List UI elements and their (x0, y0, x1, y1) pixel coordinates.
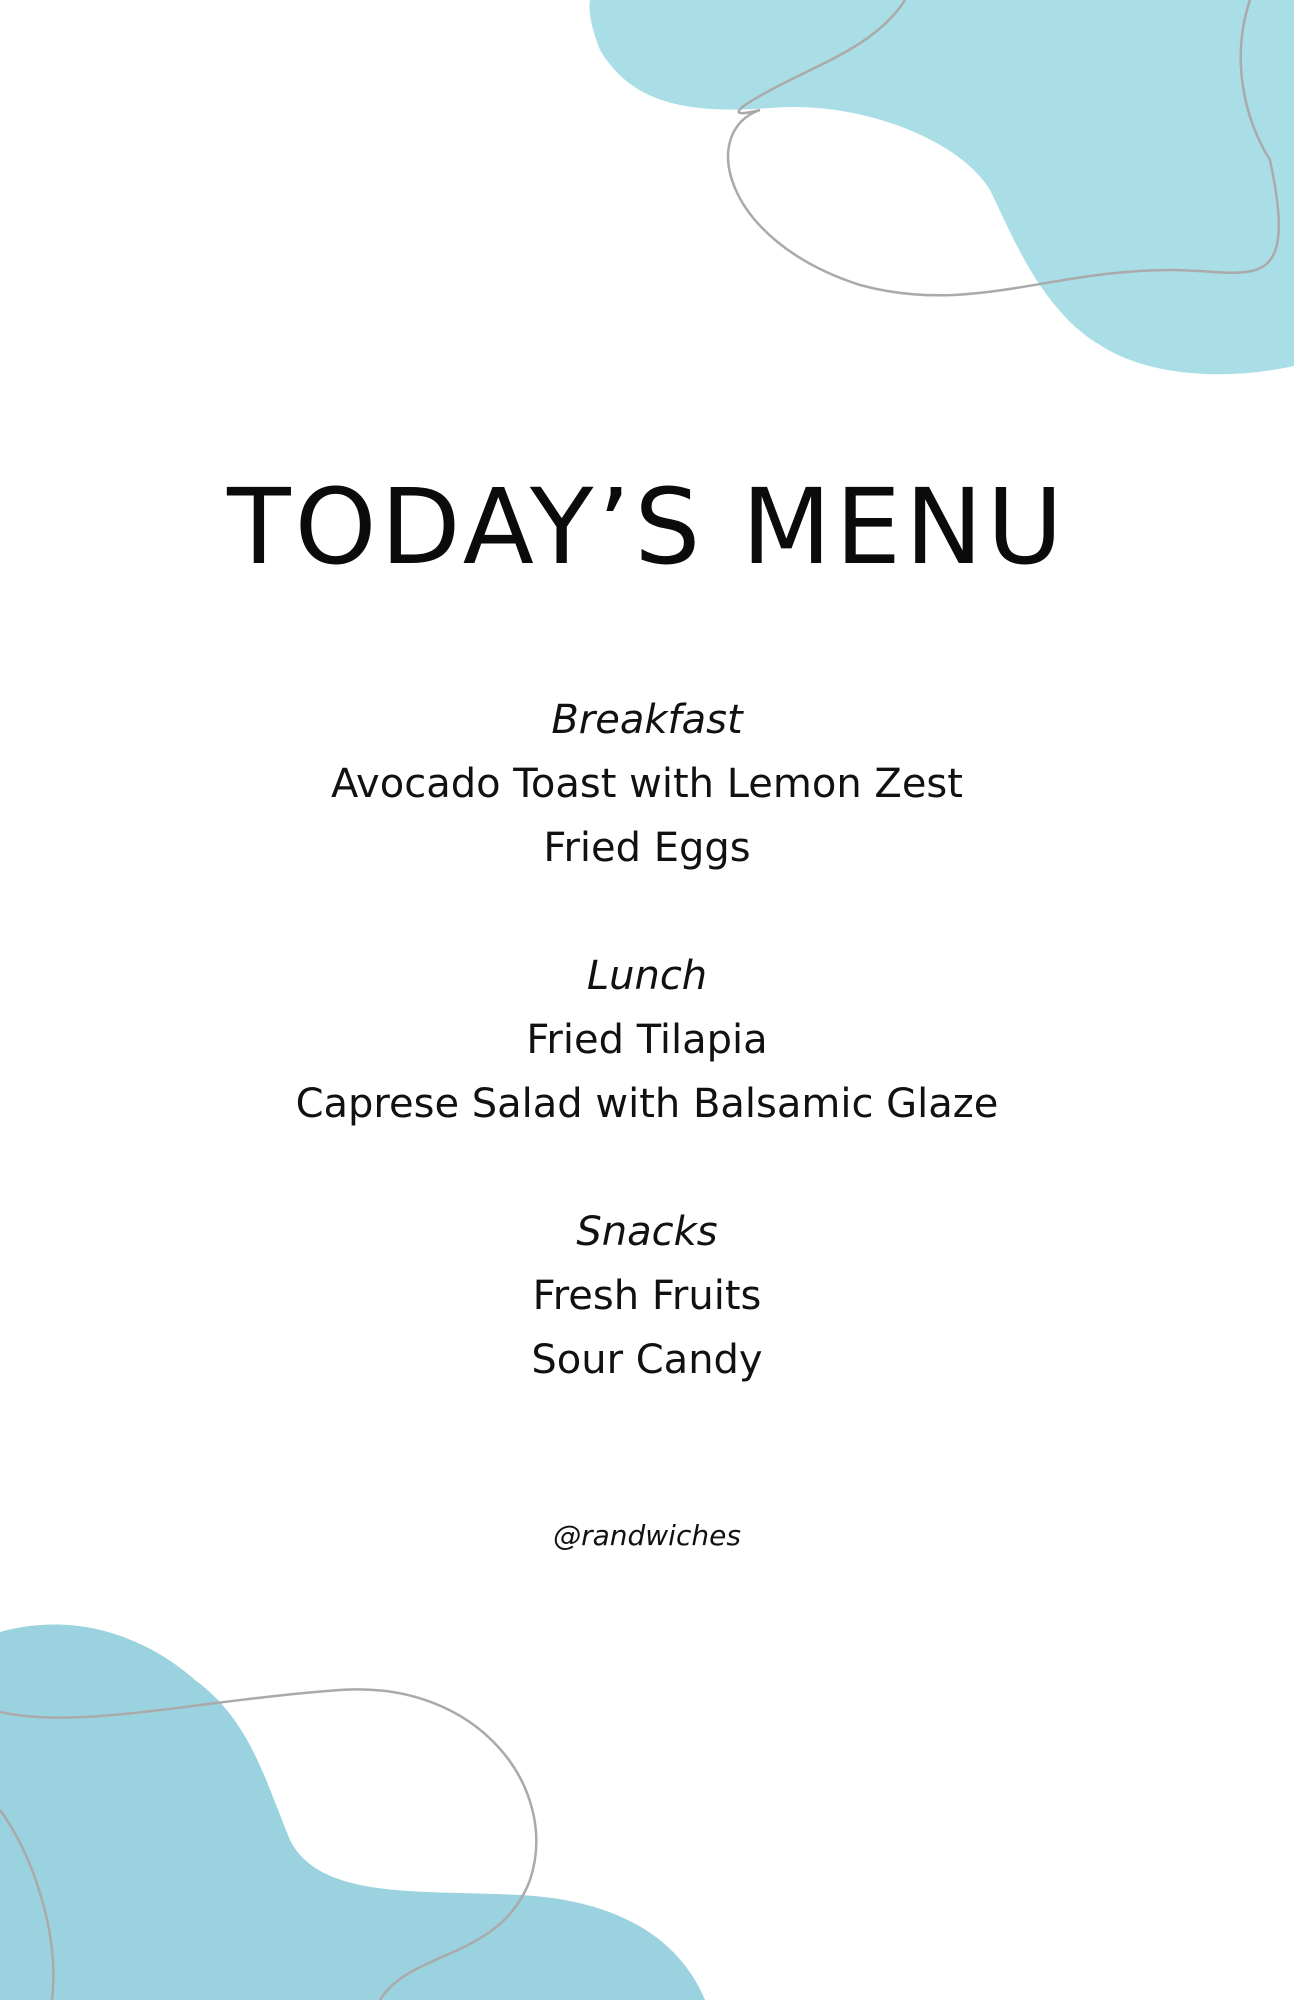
page-title: TODAY’S MENU (227, 466, 1067, 588)
section-heading: Lunch (586, 953, 708, 999)
menu-section-snacks (0, 1200, 1294, 1392)
menu-section-breakfast (0, 688, 1294, 880)
menu-item: Fresh Fruits (532, 1273, 762, 1319)
menu-item: Avocado Toast with Lemon Zest (331, 761, 963, 807)
menu-item: Fried Eggs (543, 825, 751, 871)
menu-item: Sour Candy (531, 1337, 763, 1383)
social-handle: @randwiches (553, 1519, 741, 1552)
section-heading: Breakfast (551, 697, 743, 743)
menu-sections (0, 688, 1294, 1456)
menu-item: Fried Tilapia (526, 1017, 768, 1063)
menu-item: Caprese Salad with Balsamic Glaze (295, 1081, 999, 1127)
menu-section-lunch (0, 944, 1294, 1136)
section-heading: Snacks (576, 1209, 718, 1255)
